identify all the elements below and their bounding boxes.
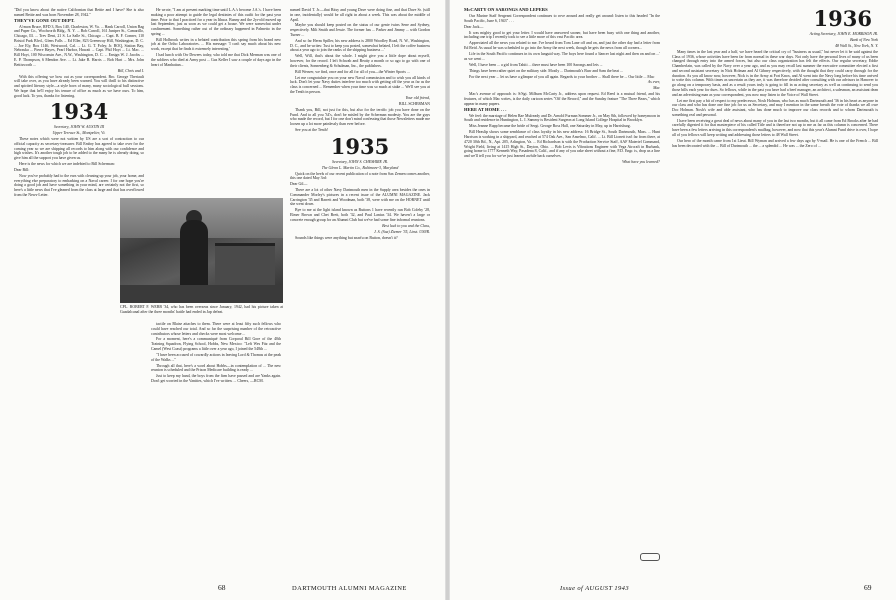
paragraph: Dear Bill: bbox=[14, 168, 30, 172]
left-page bbox=[0, 0, 446, 600]
section-heading: THEY'VE GONE OUT DEPT. bbox=[14, 17, 75, 23]
signature: Mac bbox=[653, 86, 660, 91]
paragraph: Bill Weaver, we find, once and for all for all of you—the Winter Sports ... bbox=[295, 69, 410, 74]
paragraph: I had lunch with Orr Dewees today, who told me that Dick Merman was one of the soldiers who died at Army post ... Gus Keller I saw a couple of days ago in the heart of Manhattan... bbox=[151, 53, 281, 67]
paragraph: Dear Jack— bbox=[464, 24, 484, 29]
paragraph: For a moment, here's a communiqué from Corporal Bill Gore of the 40th Training Squadron, Flying School, Hobbs, New Mexico: "Left Wes Fitz and the Camel (West Coast) programs a little over a year ago, I joined the 548th ... bbox=[151, 337, 281, 351]
paragraph: J. S. (Sax) Ziemer '35, Lieut. USNR. bbox=[373, 229, 430, 234]
address-line: 48 Wall St., New York, N. Y. bbox=[835, 43, 878, 48]
paragraph: We feel: the marriage of Helen Rae Mulready and Dr. Arnold Furman Sommer Jr., on May 8th, followed by honeymoon in South and residence in Huntington, L. I. Sammy is Resident Surgeon at Long Island College Hospital in Brooklyn. bbox=[464, 113, 660, 123]
paragraph: Now you've probably had to the ears with cleaning up your job, your home, and everything else preparatory to embarking on a Naval career. I for one hope you're doing a good job and have something in your mind, are certainly not the first, so here's a little news that I've gleaned from the class at large and that has overflowed from the News-Letter. bbox=[14, 173, 144, 197]
signature: BILL SCHERMAN bbox=[398, 101, 430, 106]
paragraph: A'rmon Bruce, RFD 3, Box 140, Charleston, W. Va. ... Hank Carroll, Union Bag and Paper Co., Woolworth Bldg., N. Y. ... Bob Carroll, 161 Juniper St., Camarillo, Chicago, Ill. ... Trev Dent, 21 S. La Salle St., Chicago ... Capt. B. F. Conner, 110 Bristol Park Blvd., Glens Falls ... Ed Eller, 823 Greenway Hill, Washington, D. C. ... Joe Ely, Box 1146, Westwood, Cal. ... Lt. G. T. Foley, Jr. BOQ, Station Bay, Nebraska ... Pierre Hayes, Pearl Harbor, Hawaii ... Capt. Phil Hoyt ... Lt. Mac. ... Bill Hoyt, 100 Wisconsin Ave., N.W., Washington, D. C. ... Ensign W. J. Jacobs ... E. P. Thompson, 6 Mendon Ave. ... Lt. Jake B. Harris ... Bob Hart ... Mrs. John Bettisworth ... bbox=[14, 24, 144, 67]
paragraph: Maybe you should keep posted on the status of our genie twins Sene and Sydney, respectively. Milt Smith and Jessie. The former has ... Parker and Jimmy ... with Gordon Turner ... bbox=[290, 23, 430, 37]
paragraph: There are a lot of other Navy Dartmouth men in the Supply area besides the ones in Commander Morley's pictures in a recent issue of the ALUMNI MAGAZINE. Jack Carrington '35 and Barrett and Woodman, both '38, were with me on the HORNET until she went down. bbox=[290, 188, 430, 207]
paragraph: Quick on the heels of our recent publication of a note from Sax Zemen comes another, this one dated May 3rd: bbox=[290, 171, 430, 181]
paragraph: Life in the South Pacific continues in its own languid way. The boys here found a 'dancer last night and then on and on ...' as we went ... bbox=[464, 51, 660, 61]
closing: As ever, bbox=[647, 80, 660, 85]
magazine-footer: DARTMOUTH ALUMNI MAGAZINE bbox=[292, 585, 407, 592]
class-year-heading: 1935 bbox=[330, 133, 390, 159]
paragraph: With this offering we bow out as your correspondent. Bro. George Theriault will take over, as you have already been warned. You will thrill to his distinctive and spirited literary style—a style born of many, many sociological bull sessions. We hope that he'll enjoy his tenure of office as much as we have ours. To him, good luck. To you, thanks for listening. bbox=[14, 74, 144, 98]
right-column-2 bbox=[672, 8, 878, 568]
paragraph: Dear Gil— bbox=[290, 182, 308, 187]
soldier-photo bbox=[120, 198, 283, 303]
address-line: Upper Terrace St., Montpelier, Vt. bbox=[52, 131, 106, 136]
paragraph: Here is the news for which we are indebted to Bill Scherman: bbox=[19, 162, 115, 167]
paragraph: Things have been rather quiet on the military side. Mostly ... Dartmouth's Burr and Sam the beat ... bbox=[469, 68, 623, 73]
paragraph: Best luck to you and the Class, bbox=[382, 223, 430, 228]
secretary-line: Acting Secretary, JOHN E. MORRISON JR. bbox=[809, 32, 878, 36]
paragraph: "I have been accused of cowardly actions in leaving Lord & Thomas at the peak of the Walks ..." bbox=[151, 352, 281, 362]
paragraph: Our hero of the month came from 1st Lieut. Bill Wyman and arrived a few days ago by V-mail. He is one of the French ... Bill has been decorated with the ... Bill of Dartmouth ... the ... a splendid ... He was ... the Zero of ... bbox=[672, 138, 878, 148]
paragraph: And so far Herm Spiller, his new address is 2800 Woodley Road, N. W., Washington, D. C., and he writes: 'Just to keep you posted, somewhat belated, I left the coffee business about a year ago to join the ranks of the shipping business ...' bbox=[290, 38, 430, 53]
section-heading: HERE AT HOME . . . bbox=[464, 106, 507, 112]
page-number-right: 69 bbox=[864, 583, 872, 592]
paragraph: tactile on Blaise attaches to them. There were at least fifty such fellows who could have reached our total. And so far the surprising number of the retroactive contributors whose letters and checks were most welcome ... bbox=[151, 322, 281, 336]
left-column-3 bbox=[290, 8, 430, 568]
paragraph: Thank you, Bill, not just for this, but also for the terrific job you have done on the Fund. And to all you '34's, don't be misled by the Scherman modesty. You are the guys who made the record, but I for one don't mind confessing that those Newsletters made me loosen up a lot more painlessly than ever before. bbox=[290, 107, 430, 126]
section-heading: McCARTY ON SARONGS AND LEPERS bbox=[464, 8, 548, 12]
paragraph: Mac's avenue of approach is: S/Sgt. Milburn McCarty Jr., address upon request. Ed Reed is a mutual friend, and his features, of which Mac writes, is the daily cartoon series "Off the Record," and the Sunday feature "The Three Bears," which appear in many papers. bbox=[464, 92, 660, 106]
paragraph: named David T. Jr.—that Bitsy and young Dave were doing fine, and that Dave Sr. (still in one, incidentally) would be all right in about a week. This was about the middle of April. bbox=[290, 8, 430, 22]
paragraph: It was mighty good to get your letter. I would have answered sooner, but have been busy with one thing and another, including one trip I recently took to see a little more of this vast Pacific area. bbox=[464, 30, 660, 40]
left-column-2-top bbox=[151, 8, 281, 196]
paragraph: Your old friend, bbox=[405, 95, 430, 100]
address-line: The Glenn L. Martin Co., Baltimore-3, Maryland bbox=[321, 165, 399, 170]
photo-caption: CPL. ROBERT F. WEBB '34, who has been overseas since January, 1942, had his picture taken at Guadalcanal after the three months' battle had ended in Jap defeat. bbox=[120, 305, 283, 314]
paragraph: Sounds like things were anything but snarfu on Button, doesn't it? bbox=[295, 235, 398, 240]
paragraph: These notes which were not written by US are a sort of contraction to our official capacity as secretary-treasurer. Bill Embry has agreed to take over for the coming year so we are shipping all records to him along with our confidence and high wishes. It's another tough job to be added to the many he is already doing, so give him all the support you have given us. bbox=[14, 137, 144, 161]
page-number-left: 68 bbox=[218, 583, 226, 592]
paragraph: What have you learned? bbox=[622, 160, 660, 164]
paragraph: Appreciated all the news you related to me. I've heard from Tom Lane off and on, and just the other day had a letter from Ed Reid. As usual he was scheduled to go into the Army the next week, though he gets the news from all corners... bbox=[464, 41, 660, 50]
left-column-2-bottom bbox=[151, 322, 281, 568]
paragraph: Bill Holbrook writes in a belated contribution this spring from his brand new job at the Ortho Laboratories. ... His message: 'I can't say much about his new work, except that he finds it extremely interesting.' bbox=[151, 37, 281, 52]
paragraph: I have been receiving a great deal of news about many of you in the last two months, but it all came from Ed Brooks after he had carefully digested it for that masterpiece of his called Title and is therefore not up to me as far as this column is concerned. There have been a few letters arriving in this correspondent's mailbag, however, and now that this year's Alumni Fund drive is over, I hope all of you fellows will keep writing and addressing those letters to 48 Wall Street. bbox=[672, 118, 878, 137]
paragraph: See you at the Tenth! bbox=[295, 127, 328, 132]
paragraph: Many times in the last year and a half, we have heard the critical cry of "business as usual," but never let it be said against the Class of 1936, whose activities have been far from normal in these war days. Not only have the personal lives of many of us been changed through entry into the armed forces, but also our class organization has felt the effects. Our regular secretary, Eddie Chamberlain, was called by the Navy over a year ago, and as you may recall last summer the executive committee elected a first and second assistant secretary in Nick Holman and Al Gibney respectively, with the thought that they could carry through for the duration. As you all know now, however, Nick is in the Army at Fort Knox, and Al went into the Navy long before his time arrived to write this column. With times as uncertain as they are, it was therefore decided after consulting with our advisors in Hanover to go along on a temporary basis, and as a result yours truly is going to fill in as acting secretary as well as continuing to send you those bills each year for dues. So fellows, while in the past you have had a beef manager, an architect, a salesman, an assistant dean and an advertising man as your correspondent, you now may listen to the Voice of Wall Street. bbox=[672, 49, 878, 97]
paragraph: Bill, Chris and I. bbox=[117, 68, 144, 73]
paragraph: Just to keep my hand, the boys from the firm have passed and are Yanks again. Don't get worried in the Vanities, which I've written. ... Cheers, —RCM. bbox=[151, 374, 281, 383]
paragraph: Well, I have been ... a girl from Tahiti ... there must have been 100 Sarongs and leis ... bbox=[469, 62, 603, 67]
secretary-line: Secretary, JOHN W. AUSTIN III bbox=[53, 125, 105, 130]
paragraph: Miss Jeanne Rupp became the bride of Sergt. George Ross Hall, one Saturday in May, up in Harrisburg. bbox=[469, 124, 631, 129]
class-year-heading: 1936 bbox=[813, 8, 872, 31]
paragraph: For the next year ... let us have a glimpse of you all again. Regards to your brother ... Shall there be ... Our little ... Mac bbox=[469, 74, 655, 79]
decorative-ornament bbox=[640, 553, 660, 561]
paragraph: "Did you know about the native Californian that Bettie and I have? She is also named Bettie and was born November 28, 1942." bbox=[14, 8, 144, 17]
paragraph: Through all that, here's a word about Hobbs—in contemplation of ... The new reunion is scheduled and the Prison Medicare building is ready ... bbox=[151, 363, 281, 373]
paragraph: Let me first pay a bit of respect to my predecessor, Nosh Holman, who has as much Dartmouth and '36 in his heart as anyone in our class and who has done one fine job for us as Secretary, and may I mention in the same breath the vote of thanks we all owe Doc Holman. Nosh's wife and able assistant, who has done much to improve our class records and to whom Dartmouth is something real and personal. bbox=[672, 98, 878, 117]
paragraph: He wrote, "I am at present marking time until L.A.'s become J.A.'s. I have been making a poor attempt to guide the legal destinies of this outfit for the past year time. Prior to that I practiced for a year in Ithaca. Bunny and the 2yr-old moved up last September, just as soon as we could get a house. We were somewhat under confinement. Something rather out of the ordinary happened in Palmetto in the spring ... bbox=[151, 8, 281, 36]
paragraph: Our Marine Staff Sergeant Correspondent continues to rove around and really get around: listen to this headed "In the South Pacific, June 6, 1943" . . . bbox=[464, 13, 660, 23]
issue-footer: Issue of AUGUST 1943 bbox=[560, 585, 629, 592]
right-page bbox=[449, 0, 896, 600]
paragraph: Bill Heaslip shows some semblance of class loyalty in his new address: 16 Bridge St., South Dartmouth, Mass. ... Hunt Harrison is working in a shipyard, and reached at 574 Oak Ave., San Anselmo, Calif. ... Lt. Bill Lionett isn't far from there, at 4720 30th Rd., N., Apt. 205, Arlington, Va. ... Ed Richardson is with the Production Service Staff, AAF Materiel Command, Wright Field, living at 1415 High St., Dayton, Ohio. ... Bob Levis is Vibrations Engineer with Vega Aircraft in Burbank, going home to 1777 Kenneth Way, Pasadena 8, Calif., and if any of you rake sheet without a fine, F.D. Engr. is, drop us a line and we'll tell you for we've just learned awhile back ourselves. bbox=[464, 130, 660, 159]
address-line: Bank of New York bbox=[850, 37, 878, 42]
paragraph: Well, Will, that's about the whole. I might give you a little dope about myself, however, for the record. I left Schwab and Beatty a month or so ago to go with one of their clients, Sonnenberg & Schulman, Inc., the publishers. bbox=[290, 54, 430, 68]
secretary-line: Secretary, JOHN S. CHESHIRE JR. bbox=[332, 159, 388, 164]
paragraph: Bye to me at the light island known as Buttons 1 have recently run Bob Coleby '28, Elmer Brown and Chet Brett, both '32, and Paul Lanius '34. We haven't a large or concrete enough group for an Alumni Club but we've had some fine informal reunions. bbox=[290, 208, 430, 222]
right-column-1 bbox=[464, 8, 660, 568]
paragraph: Let me congratulate you on your new Naval commission and to wish you all kinds of luck. Don't let your Navy duties interfere too much with getting off the year as far as the class is concerned ... Remember when your time was so much at stake ... We'll see you at the Tenth in person. bbox=[290, 75, 430, 94]
class-year-heading: 1934 bbox=[49, 99, 109, 125]
